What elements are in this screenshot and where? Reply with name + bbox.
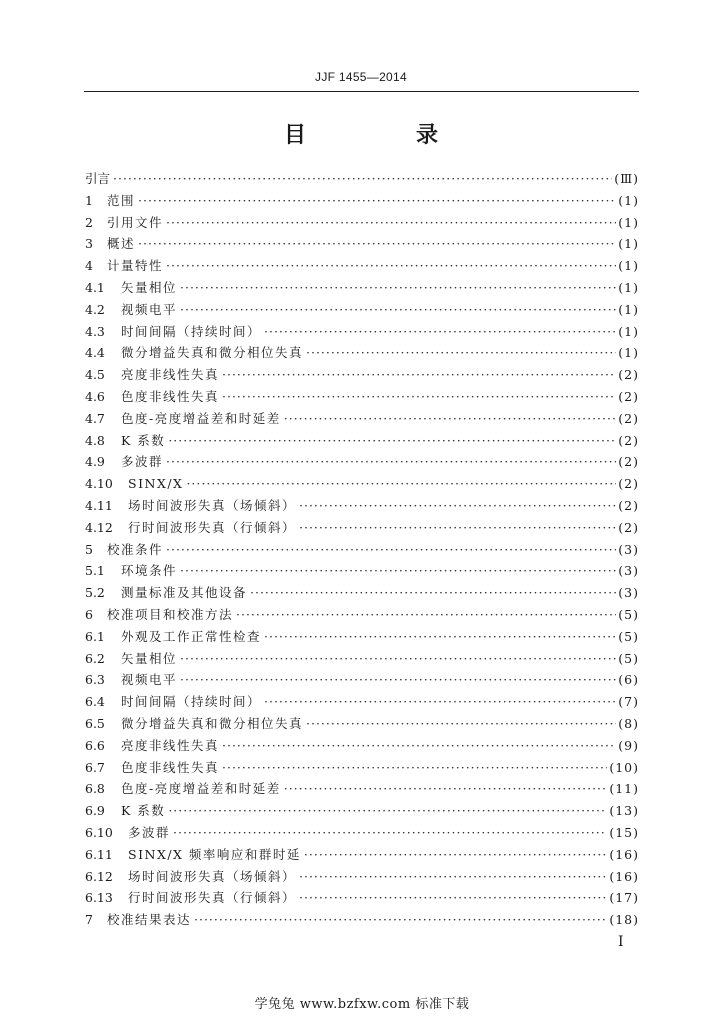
toc-entry-title: 行时间波形失真（行倾斜）: [128, 890, 297, 906]
toc-entry[interactable]: [85, 255, 639, 277]
toc-entry-title: 色度-亮度增益差和时延差: [121, 781, 281, 797]
toc-leader-dots: [222, 386, 616, 408]
toc-entry[interactable]: [85, 757, 639, 779]
toc-entry-title: 微分增益失真和微分相位失真: [121, 345, 304, 361]
toc-entry-page: (5): [618, 606, 639, 622]
toc-entry[interactable]: [85, 539, 639, 561]
toc-entry-number: 6.1: [85, 628, 105, 644]
toc-entry-number: 4.11: [85, 497, 113, 513]
toc-entry-page: (2): [618, 367, 639, 383]
toc-entry-title: 色度非线性失真: [121, 388, 220, 404]
toc-entry-number: 6.3: [85, 672, 105, 688]
toc-leader-dots: [186, 473, 616, 495]
toc-entry-number: 4.10: [85, 476, 113, 492]
toc-entry[interactable]: [85, 866, 639, 888]
toc-entry-title: 多波群: [121, 454, 164, 470]
toc-entry[interactable]: [85, 626, 639, 648]
toc-entry-number: 6.7: [85, 759, 105, 775]
toc-entry-number: 6.11: [85, 846, 113, 862]
footer-watermark: 学兔兔 www.bzfxw.com 标准下载: [254, 997, 470, 1012]
toc-entry-page: (1): [618, 301, 639, 317]
toc-entry-title: 场时间波形失真（场倾斜）: [128, 868, 297, 884]
toc-entry[interactable]: [85, 713, 639, 735]
toc-entry-page: (18): [609, 912, 639, 928]
toc-entry-number: 4.12: [85, 519, 113, 535]
toc-entry-title: SINX/X 频率响应和群时延: [128, 846, 301, 862]
toc-entry-title: 环境条件: [121, 563, 178, 579]
toc-leader-dots: [284, 778, 608, 800]
toc-entry-page: (17): [609, 890, 639, 906]
toc-entry[interactable]: [85, 299, 639, 321]
page-number: I: [618, 934, 624, 950]
toc-entry-number: 4.3: [85, 323, 105, 339]
toc-entry-title: 计量特性: [107, 258, 164, 274]
toc-entry[interactable]: [85, 408, 639, 430]
toc-leader-dots: [250, 582, 616, 604]
toc-entry[interactable]: [85, 582, 639, 604]
toc-leader-dots: [138, 233, 616, 255]
toc-entry-number: 4.5: [85, 367, 105, 383]
toc-entry-page: (8): [618, 715, 639, 731]
toc-entry[interactable]: [85, 321, 639, 343]
toc-entry-number: 7: [85, 912, 93, 928]
toc-entry[interactable]: [85, 844, 639, 866]
toc-entry-page: (5): [618, 650, 639, 666]
toc-leader-dots: [222, 757, 607, 779]
toc-entry-page: (2): [618, 476, 639, 492]
toc-entry-number: 4: [85, 258, 93, 274]
toc-entry-number: 4.1: [85, 279, 105, 295]
toc-entry-page: (13): [609, 803, 639, 819]
toc-entry-page: (1): [618, 279, 639, 295]
toc-leader-dots: [138, 190, 616, 212]
toc-leader-dots: [180, 299, 616, 321]
toc-entry-number: 6.4: [85, 694, 105, 710]
toc-entry-page: (1): [618, 323, 639, 339]
toc-entry[interactable]: [85, 495, 639, 517]
toc-entry-title: 校准条件: [107, 541, 164, 557]
toc-entry[interactable]: [85, 342, 639, 364]
toc-leader-dots: [180, 669, 616, 691]
toc-entry[interactable]: [85, 735, 639, 757]
toc-entry-number: 4.6: [85, 388, 105, 404]
toc-leader-dots: [306, 342, 616, 364]
toc-leader-dots: [180, 648, 616, 670]
toc-leader-dots: [264, 626, 616, 648]
toc-entry-number: 6.13: [85, 890, 113, 906]
toc-entry-title: 视频电平: [121, 301, 178, 317]
toc-entry-number: 4.9: [85, 454, 105, 470]
standard-code-header: JJF 1455—2014: [315, 70, 407, 84]
toc-entry-page: (3): [618, 541, 639, 557]
toc-leader-dots: [173, 822, 607, 844]
toc-entry[interactable]: [85, 778, 639, 800]
toc-leader-dots: [222, 364, 616, 386]
table-of-contents: [85, 168, 639, 931]
toc-entry[interactable]: [85, 386, 639, 408]
toc-entry-number: 6: [85, 606, 93, 622]
toc-entry-page: (1): [618, 192, 639, 208]
toc-entry-page: (1): [618, 258, 639, 274]
toc-entry-title: 范围: [107, 192, 136, 208]
toc-leader-dots: [236, 604, 616, 626]
toc-entry-number: 6.5: [85, 715, 105, 731]
toc-leader-dots: [304, 844, 607, 866]
toc-leader-dots: [113, 168, 612, 190]
toc-entry-title: 微分增益失真和微分相位失真: [121, 715, 304, 731]
toc-entry-page: (16): [609, 868, 639, 884]
toc-entry-number: 6.12: [85, 868, 113, 884]
toc-entry-title: 外观及工作正常性检查: [121, 628, 262, 644]
toc-entry-number: 4.2: [85, 301, 105, 317]
toc-entry-page: (15): [609, 824, 639, 840]
toc-entry[interactable]: [85, 364, 639, 386]
toc-entry-page: (1): [618, 214, 639, 230]
toc-entry[interactable]: [85, 212, 639, 234]
toc-entry[interactable]: [85, 473, 639, 495]
toc-entry-title: 亮度非线性失真: [121, 367, 220, 383]
toc-entry-number: 6.8: [85, 781, 105, 797]
toc-leader-dots: [166, 539, 616, 561]
toc-entry-title: 视频电平: [121, 672, 178, 688]
toc-entry-page: (1): [618, 236, 639, 252]
toc-entry-page: (2): [618, 519, 639, 535]
toc-leader-dots: [168, 800, 607, 822]
toc-entry-number: 6.10: [85, 824, 113, 840]
toc-entry-title: 测量标准及其他设备: [121, 585, 248, 601]
toc-entry-title: 校准项目和校准方法: [107, 606, 234, 622]
toc-entry-page: (3): [618, 563, 639, 579]
toc-leader-dots: [284, 408, 617, 430]
toc-entry-page: (11): [609, 781, 639, 797]
toc-entry[interactable]: [85, 277, 639, 299]
toc-entry[interactable]: [85, 168, 639, 190]
toc-leader-dots: [306, 713, 616, 735]
toc-entry-number: 5.1: [85, 563, 105, 579]
toc-entry[interactable]: [85, 669, 639, 691]
toc-entry-page: (5): [618, 628, 639, 644]
toc-entry-number: 4.8: [85, 432, 105, 448]
toc-entry-number: 2: [85, 214, 93, 230]
toc-entry[interactable]: [85, 604, 639, 626]
toc-entry-page: (2): [618, 454, 639, 470]
toc-entry-title: 时间间隔（持续时间）: [121, 323, 262, 339]
toc-leader-dots: [166, 451, 616, 473]
toc-entry-title: 行时间波形失真（行倾斜）: [128, 519, 297, 535]
toc-leader-dots: [264, 691, 616, 713]
toc-entry-page: (16): [609, 846, 639, 862]
toc-entry-page: (9): [618, 737, 639, 753]
toc-entry-title: 引用文件: [107, 214, 164, 230]
toc-entry[interactable]: [85, 887, 639, 909]
toc-entry-title: 亮度非线性失真: [121, 737, 220, 753]
toc-entry-number: 4.4: [85, 345, 105, 361]
toc-entry-page: (10): [609, 759, 639, 775]
toc-entry[interactable]: [85, 451, 639, 473]
toc-entry-title: 时间间隔（持续时间）: [121, 694, 262, 710]
toc-leader-dots: [168, 430, 616, 452]
toc-entry-title: 多波群: [128, 824, 171, 840]
toc-leader-dots: [180, 277, 616, 299]
toc-leader-dots: [299, 866, 607, 888]
toc-leader-dots: [299, 887, 607, 909]
toc-entry-page: (7): [618, 694, 639, 710]
toc-entry-page: (Ⅲ): [614, 171, 639, 186]
toc-leader-dots: [222, 735, 616, 757]
toc-entry-title: 校准结果表达: [107, 912, 192, 928]
toc-leader-dots: [180, 560, 616, 582]
toc-entry-number: 4.7: [85, 410, 105, 426]
toc-entry[interactable]: [85, 430, 639, 452]
toc-entry-page: (2): [618, 432, 639, 448]
toc-entry-page: (2): [618, 497, 639, 513]
toc-entry-title: K 系数: [121, 803, 166, 819]
toc-entry[interactable]: [85, 648, 639, 670]
toc-entry-title: 场时间波形失真（场倾斜）: [128, 497, 297, 513]
toc-leader-dots: [299, 517, 616, 539]
toc-entry-title: 概述: [107, 236, 136, 252]
toc-entry-page: (1): [618, 345, 639, 361]
toc-entry-number: 5.2: [85, 585, 105, 601]
toc-entry[interactable]: [85, 822, 639, 844]
toc-entry-number: 引言: [85, 171, 111, 186]
toc-leader-dots: [194, 909, 607, 931]
toc-entry-title: 矢量相位: [121, 650, 178, 666]
toc-entry-title: K 系数: [121, 432, 166, 448]
toc-entry-number: 5: [85, 541, 93, 557]
toc-leader-dots: [166, 212, 616, 234]
toc-entry-number: 6.6: [85, 737, 105, 753]
header-divider: [84, 91, 639, 92]
toc-entry-title: 矢量相位: [121, 279, 178, 295]
toc-entry[interactable]: [85, 560, 639, 582]
toc-entry-number: 1: [85, 192, 93, 208]
toc-entry-number: 6.9: [85, 803, 105, 819]
page-title: 目 录: [283, 123, 482, 148]
toc-entry[interactable]: [85, 691, 639, 713]
toc-leader-dots: [166, 255, 616, 277]
toc-entry[interactable]: [85, 909, 639, 931]
toc-entry-page: (3): [618, 585, 639, 601]
toc-entry-title: SINX/X: [128, 476, 184, 492]
toc-entry-page: (6): [618, 672, 639, 688]
toc-entry[interactable]: [85, 190, 639, 212]
toc-entry-page: (2): [618, 388, 639, 404]
toc-entry-title: 色度-亮度增益差和时延差: [121, 410, 281, 426]
toc-entry[interactable]: [85, 517, 639, 539]
toc-leader-dots: [299, 495, 616, 517]
toc-entry-title: 色度非线性失真: [121, 759, 220, 775]
toc-entry-number: 6.2: [85, 650, 105, 666]
toc-entry[interactable]: [85, 800, 639, 822]
toc-leader-dots: [264, 321, 616, 343]
toc-entry[interactable]: [85, 233, 639, 255]
toc-entry-page: (2): [618, 410, 639, 426]
toc-entry-number: 3: [85, 236, 93, 252]
